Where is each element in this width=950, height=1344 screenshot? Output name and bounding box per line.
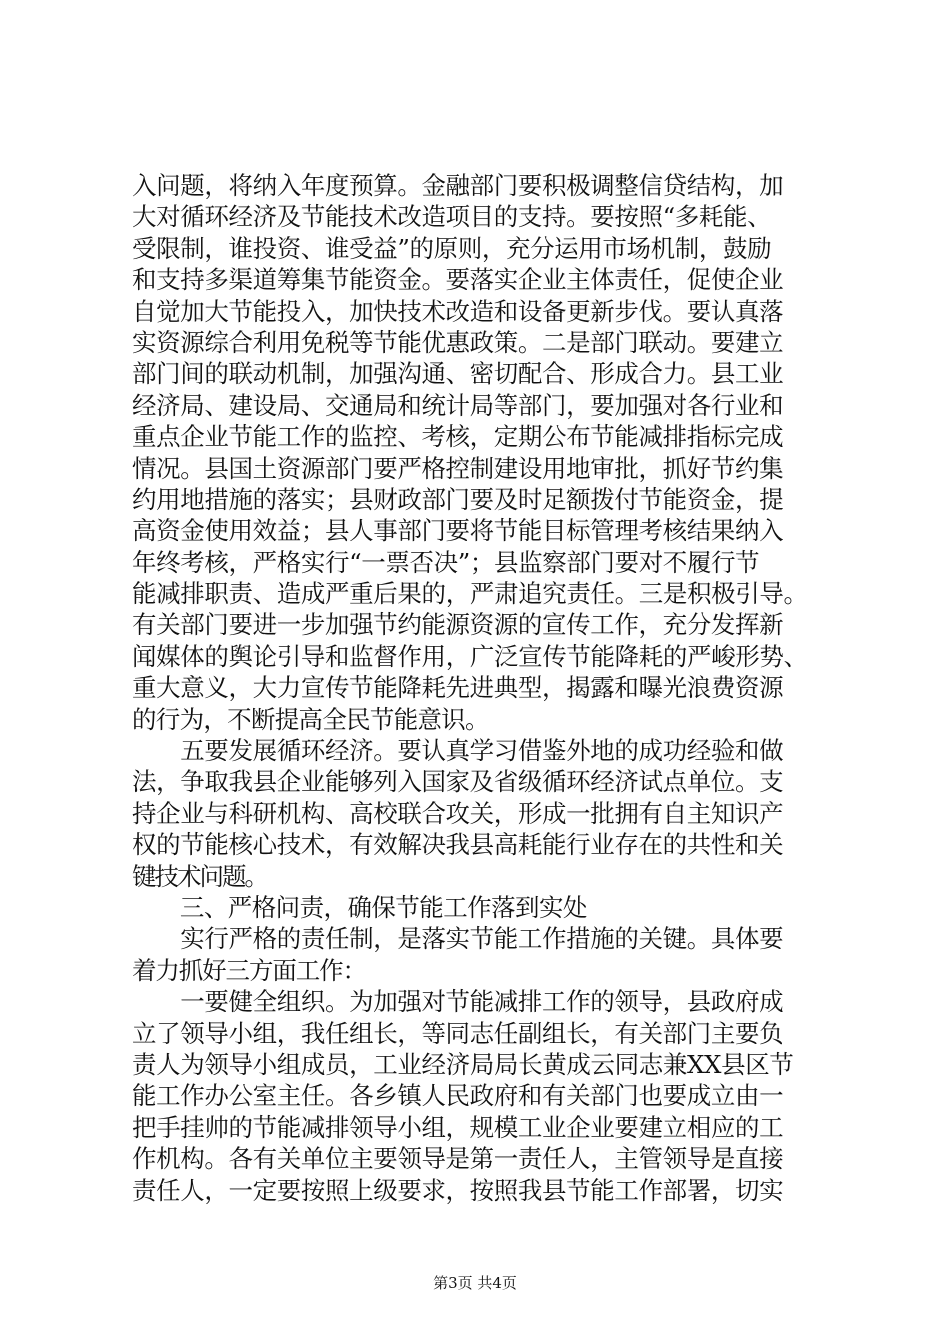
text-line: 年终考核，严格实行“一票否决”；县监察部门要对不履行节 — [132, 547, 760, 577]
document-body — [132, 170, 832, 1206]
text-line: 能减排职责、造成严重后果的，严肃追究责任。三是积极引导。 — [132, 579, 808, 609]
text-line: 一要健全组织。为加强对节能减排工作的领导，县政府成 — [132, 987, 784, 1017]
text-line: 五要发展循环经济。要认真学习借鉴外地的成功经验和做 — [132, 736, 784, 766]
text-line: 大对循环经济及节能技术改造项目的支持。要按照“多耗能、 — [132, 202, 772, 232]
text-line: 自觉加大节能投入，加快技术改造和设备更新步伐。要认真落 — [132, 296, 784, 326]
text-line: 三、严格问责，确保节能工作落到实处 — [132, 892, 587, 922]
text-line: 重大意义，大力宣传节能降耗先进典型，揭露和曝光浪费资源 — [132, 673, 784, 703]
text-line: 实资源综合利用免税等节能优惠政策。二是部门联动。要建立 — [132, 327, 784, 357]
text-line: 部门间的联动机制，加强沟通、密切配合、形成合力。县工业 — [132, 359, 784, 389]
text-line: 重点企业节能工作的监控、考核，定期公布节能减排指标完成 — [132, 422, 784, 452]
text-line: 有关部门要进一步加强节约能源资源的宣传工作，充分发挥新 — [132, 610, 784, 640]
text-line: 权的节能核心技术，有效解决我县高耗能行业存在的共性和关 — [132, 830, 784, 860]
text-line: 责任人，一定要按照上级要求，按照我县节能工作部署，切实 — [132, 1175, 784, 1205]
text-line: 键技术问题。 — [132, 861, 267, 891]
text-line: 和支持多渠道筹集节能资金。要落实企业主体责任，促使企业 — [132, 265, 784, 295]
page-footer: 第3页 共4页 — [433, 1274, 517, 1292]
text-line: 作机构。各有关单位主要领导是第一责任人，主管领导是直接 — [132, 1144, 784, 1174]
text-line: 持企业与科研机构、高校联合攻关，形成一批拥有自主知识产 — [132, 798, 784, 828]
text-line: 把手挂帅的节能减排领导小组，规模工业企业要建立相应的工 — [132, 1112, 784, 1142]
text-line: 能工作办公室主任。各乡镇人民政府和有关部门也要成立由一 — [132, 1081, 784, 1111]
text-line: 责人为领导小组成员，工业经济局局长黄成云同志兼XX县区节 — [132, 1049, 794, 1079]
text-line: 情况。县国土资源部门要严格控制建设用地审批，抓好节约集 — [132, 453, 784, 483]
text-line: 闻媒体的舆论引导和监督作用，广泛宣传节能降耗的严峻形势、 — [132, 641, 808, 671]
text-line: 着力抓好三方面工作： — [132, 955, 366, 985]
text-line: 实行严格的责任制，是落实节能工作措施的关键。具体要 — [132, 924, 784, 954]
text-line: 约用地措施的落实；县财政部门要及时足额拨付节能资金，提 — [132, 484, 784, 514]
text-line: 高资金使用效益；县人事部门要将节能目标管理考核结果纳入 — [132, 516, 784, 546]
text-line: 立了领导小组，我任组长，等同志任副组长，有关部门主要负 — [132, 1018, 784, 1048]
text-line: 经济局、建设局、交通局和统计局等部门，要加强对各行业和 — [132, 390, 784, 420]
text-line: 法，争取我县企业能够列入国家及省级循环经济试点单位。支 — [132, 767, 784, 797]
text-line: 的行为，不断提高全民节能意识。 — [132, 704, 489, 734]
text-line: 受限制，谁投资、谁受益”的原则，充分运用市场机制，鼓励 — [132, 233, 772, 263]
text-line: 入问题，将纳入年度预算。金融部门要积极调整信贷结构，加 — [132, 171, 784, 200]
